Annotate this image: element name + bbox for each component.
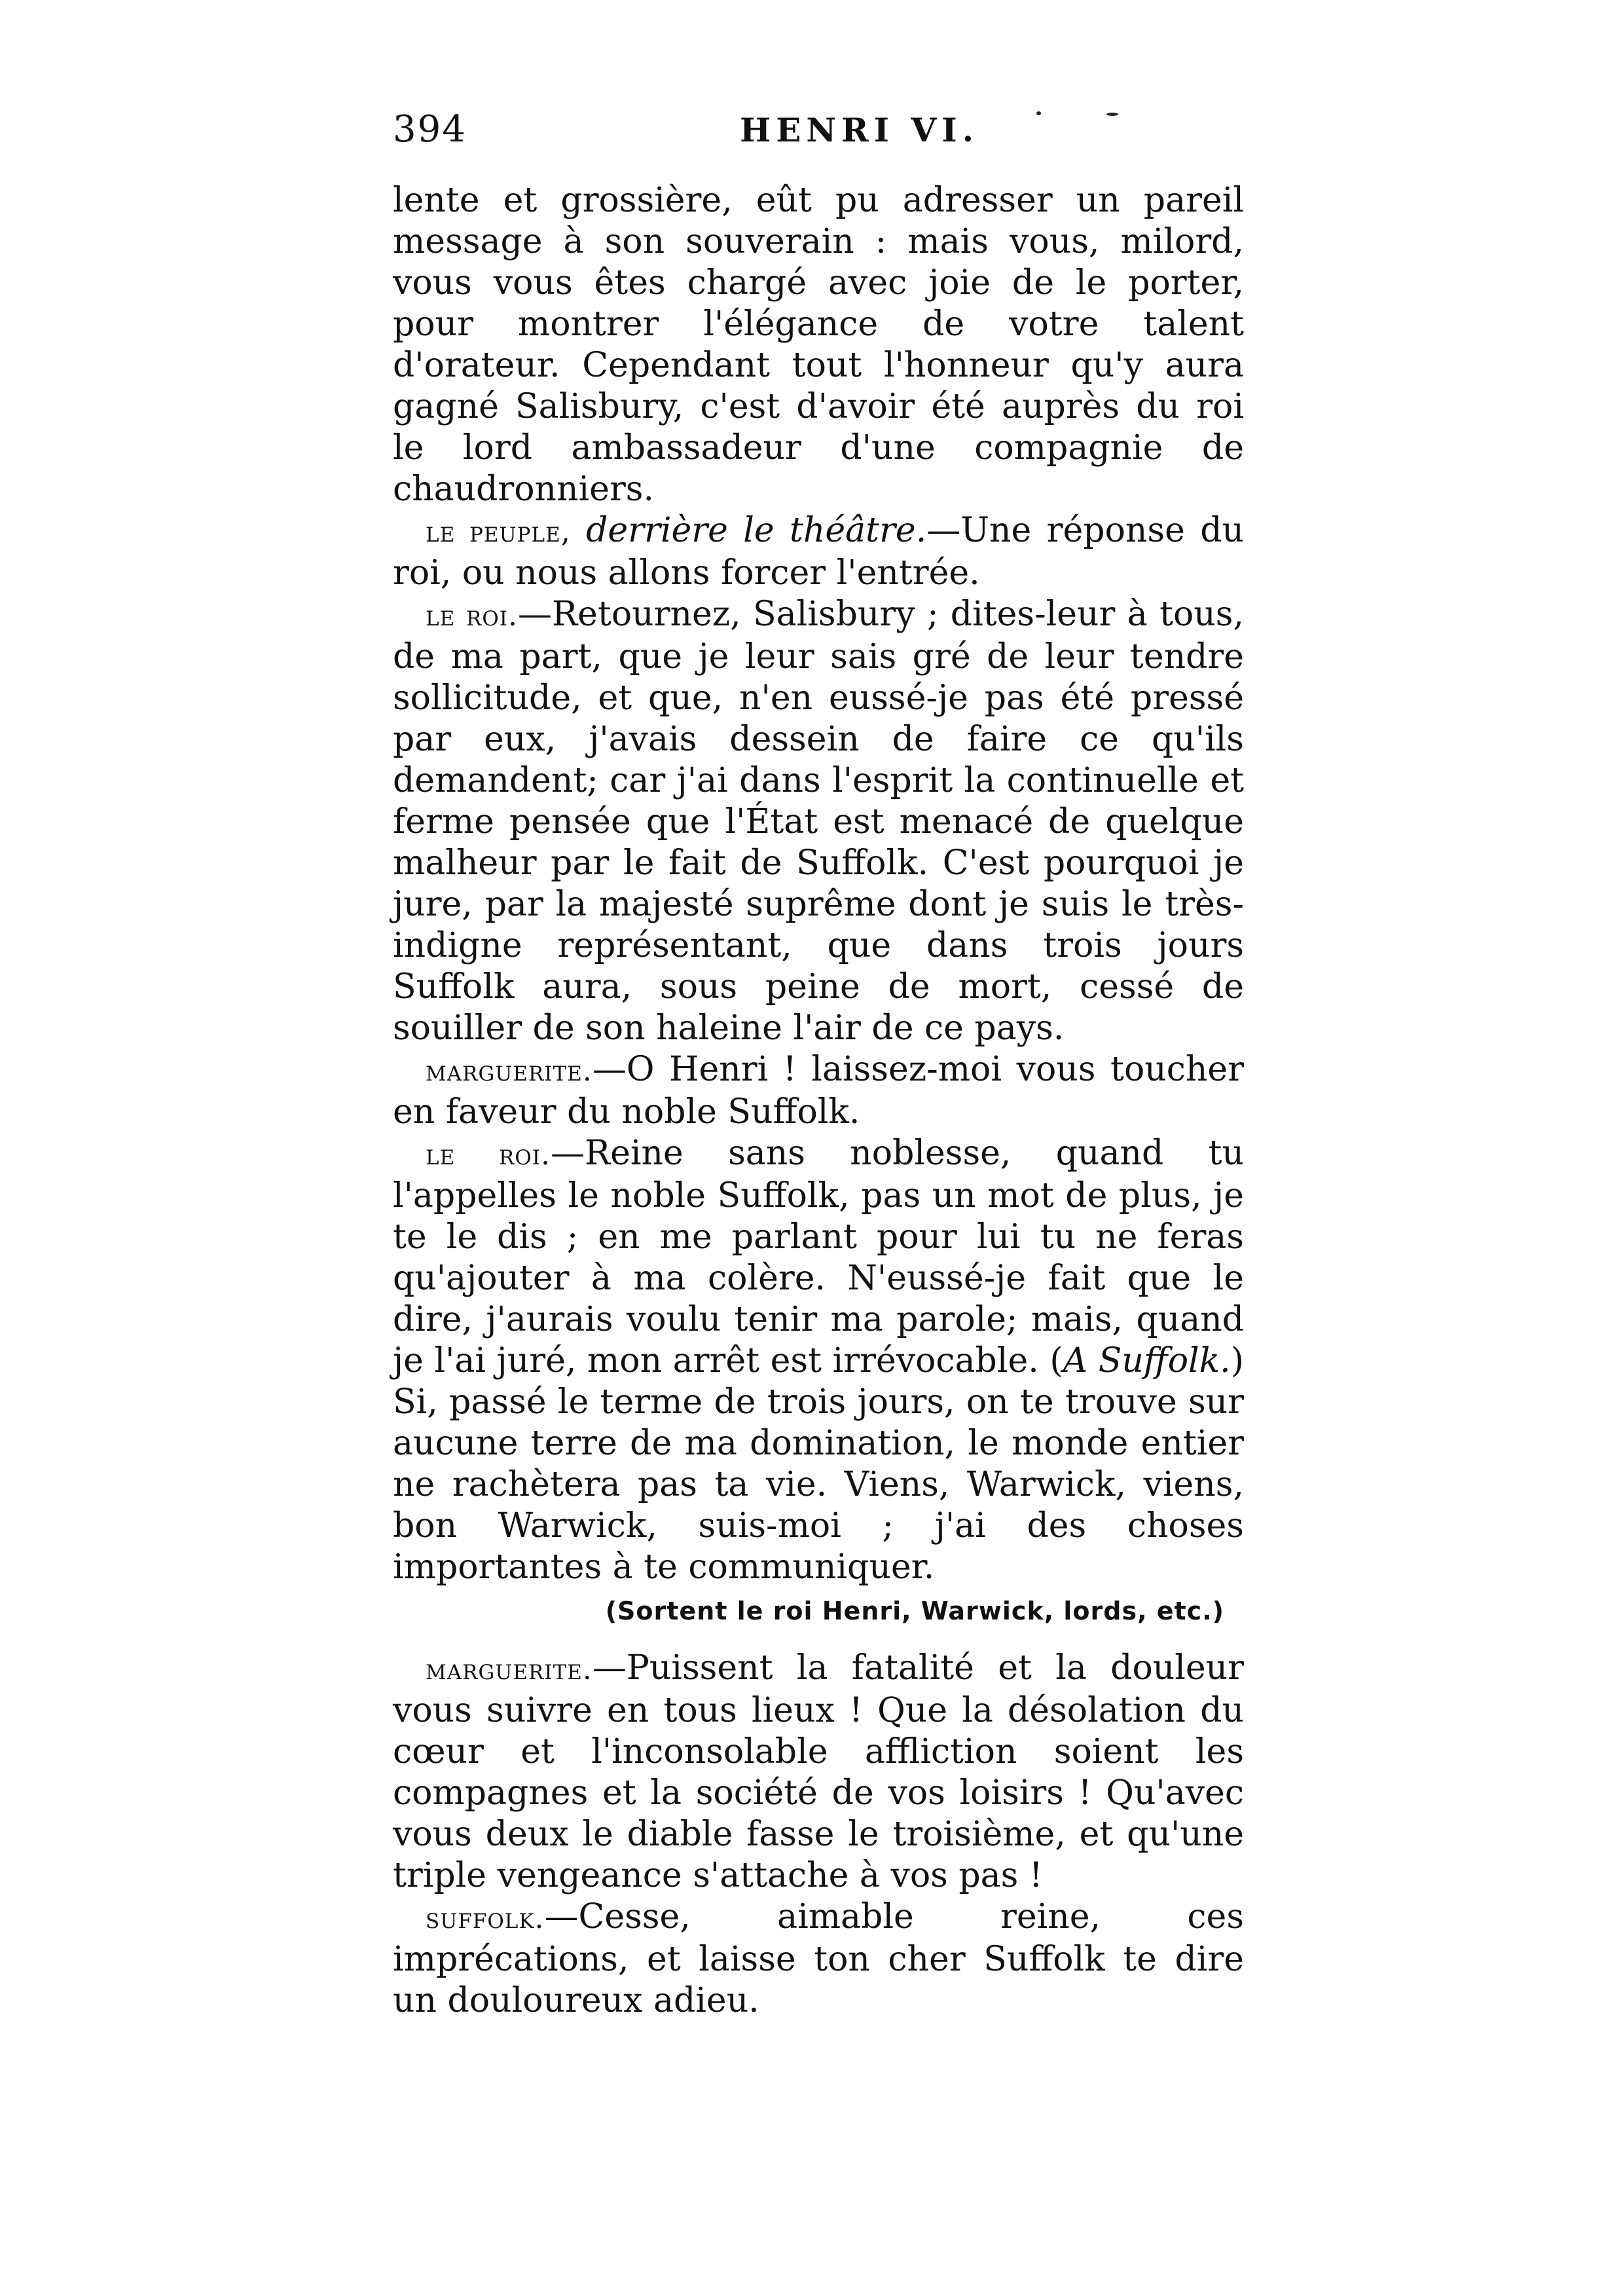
- speech-le-peuple: [393, 510, 1244, 594]
- ink-speck: [1036, 111, 1041, 115]
- stage-direction: derrière le théâtre.: [586, 511, 927, 550]
- speech-le-roi: [393, 594, 1244, 1049]
- aside-close: ): [1230, 1341, 1245, 1380]
- ink-speck: [1106, 113, 1118, 116]
- running-title: HENRI VI.: [740, 111, 979, 149]
- speaker-name: le roi.: [426, 1138, 551, 1172]
- aside-open: (: [1049, 1341, 1063, 1380]
- speaker-name: le roi.: [426, 599, 519, 633]
- speech-text: —O Henri ! laissez-moi vous toucher en faveur du noble Suffolk.: [393, 1050, 1244, 1132]
- speech-text: —Une réponse du roi, ou nous allons forcer l'entrée.: [393, 511, 1244, 593]
- speech-marguerite: [393, 1648, 1244, 1897]
- speaker-name: marguerite.: [426, 1653, 593, 1686]
- speech-le-roi: [393, 1133, 1244, 1588]
- exit-stage-direction: (Sortent le roi Henri, Warwick, lords, etc.): [605, 1597, 1224, 1625]
- speech-text: —Cesse, aimable reine, ces imprécations, et laisse ton cher Suffolk te dire un douloureux adieu.: [393, 1897, 1244, 2020]
- speech-suffolk: [393, 1897, 1244, 2022]
- speech-text: —Retournez, Salisbury ; dites-leur à tous, de ma part, que je leur sais gré de leur tendre sollicitude, et que, n'en eussé-je pas été pressé par eux, j'avais dessein de faire ce qu'ils demandent; car j'ai dans l'esprit la continuelle et ferme pensée que l'État est menacé de quelque malheur par le fait de Suffolk. C'est pourquoi je jure, par la majesté suprême dont je suis le très-indigne représentant, que dans trois jours Suffolk aura, sous peine de mort, cessé de souiller de son haleine l'air de ce pays.: [393, 595, 1244, 1048]
- speech-text: —Puissent la fatalité et la douleur vous suivre en tous lieux ! Que la désolation du cœur et l'inconsolable affliction soient les compagnes et la société de vos loisirs ! Qu'avec vous deux le diable fasse le troisième, et qu'une triple vengeance s'attache à vos pas !: [393, 1648, 1244, 1895]
- paragraph-continuation: [393, 180, 1244, 510]
- speech-marguerite: [393, 1049, 1244, 1133]
- running-head: [393, 108, 1218, 167]
- speaker-name: marguerite.: [426, 1054, 593, 1088]
- speech-text: Si, passé le terme de trois jours, on te trouve sur aucune terre de ma domination, le monde entier ne rachètera pas ta vie. Viens, Warwick, viens, bon Warwick, suis-moi ; j'ai des choses importantes à te communiquer.: [393, 1382, 1244, 1587]
- speaker-name: suffolk.: [426, 1902, 545, 1935]
- speaker-name: le peuple,: [426, 515, 571, 549]
- aside-direction: A Suffolk.: [1063, 1341, 1231, 1380]
- page-number: 394: [393, 108, 467, 151]
- speech-text: —Reine sans noblesse, quand tu l'appelles le noble Suffolk, pas un mot de plus, je te le dis ; en me parlant pour lui tu ne feras qu'ajouter à ma colère. N'eussé-je fait que le dire, j'aurais voulu tenir ma parole; mais, quand je l'ai juré, mon arrêt est irrévocable.: [393, 1134, 1244, 1380]
- paragraph-text: lente et grossière, eût pu adresser un pareil message à son souverain : mais vous, milord, vous vous êtes chargé avec joie de le porter, pour montrer l'élégance de votre talent d'orateur. Cependant tout l'honneur qu'y aura gagné Salisbury, c'est d'avoir été auprès du roi le lord ambassadeur d'une compagnie de chaudronniers.: [393, 181, 1244, 509]
- body-text: [393, 180, 1244, 2022]
